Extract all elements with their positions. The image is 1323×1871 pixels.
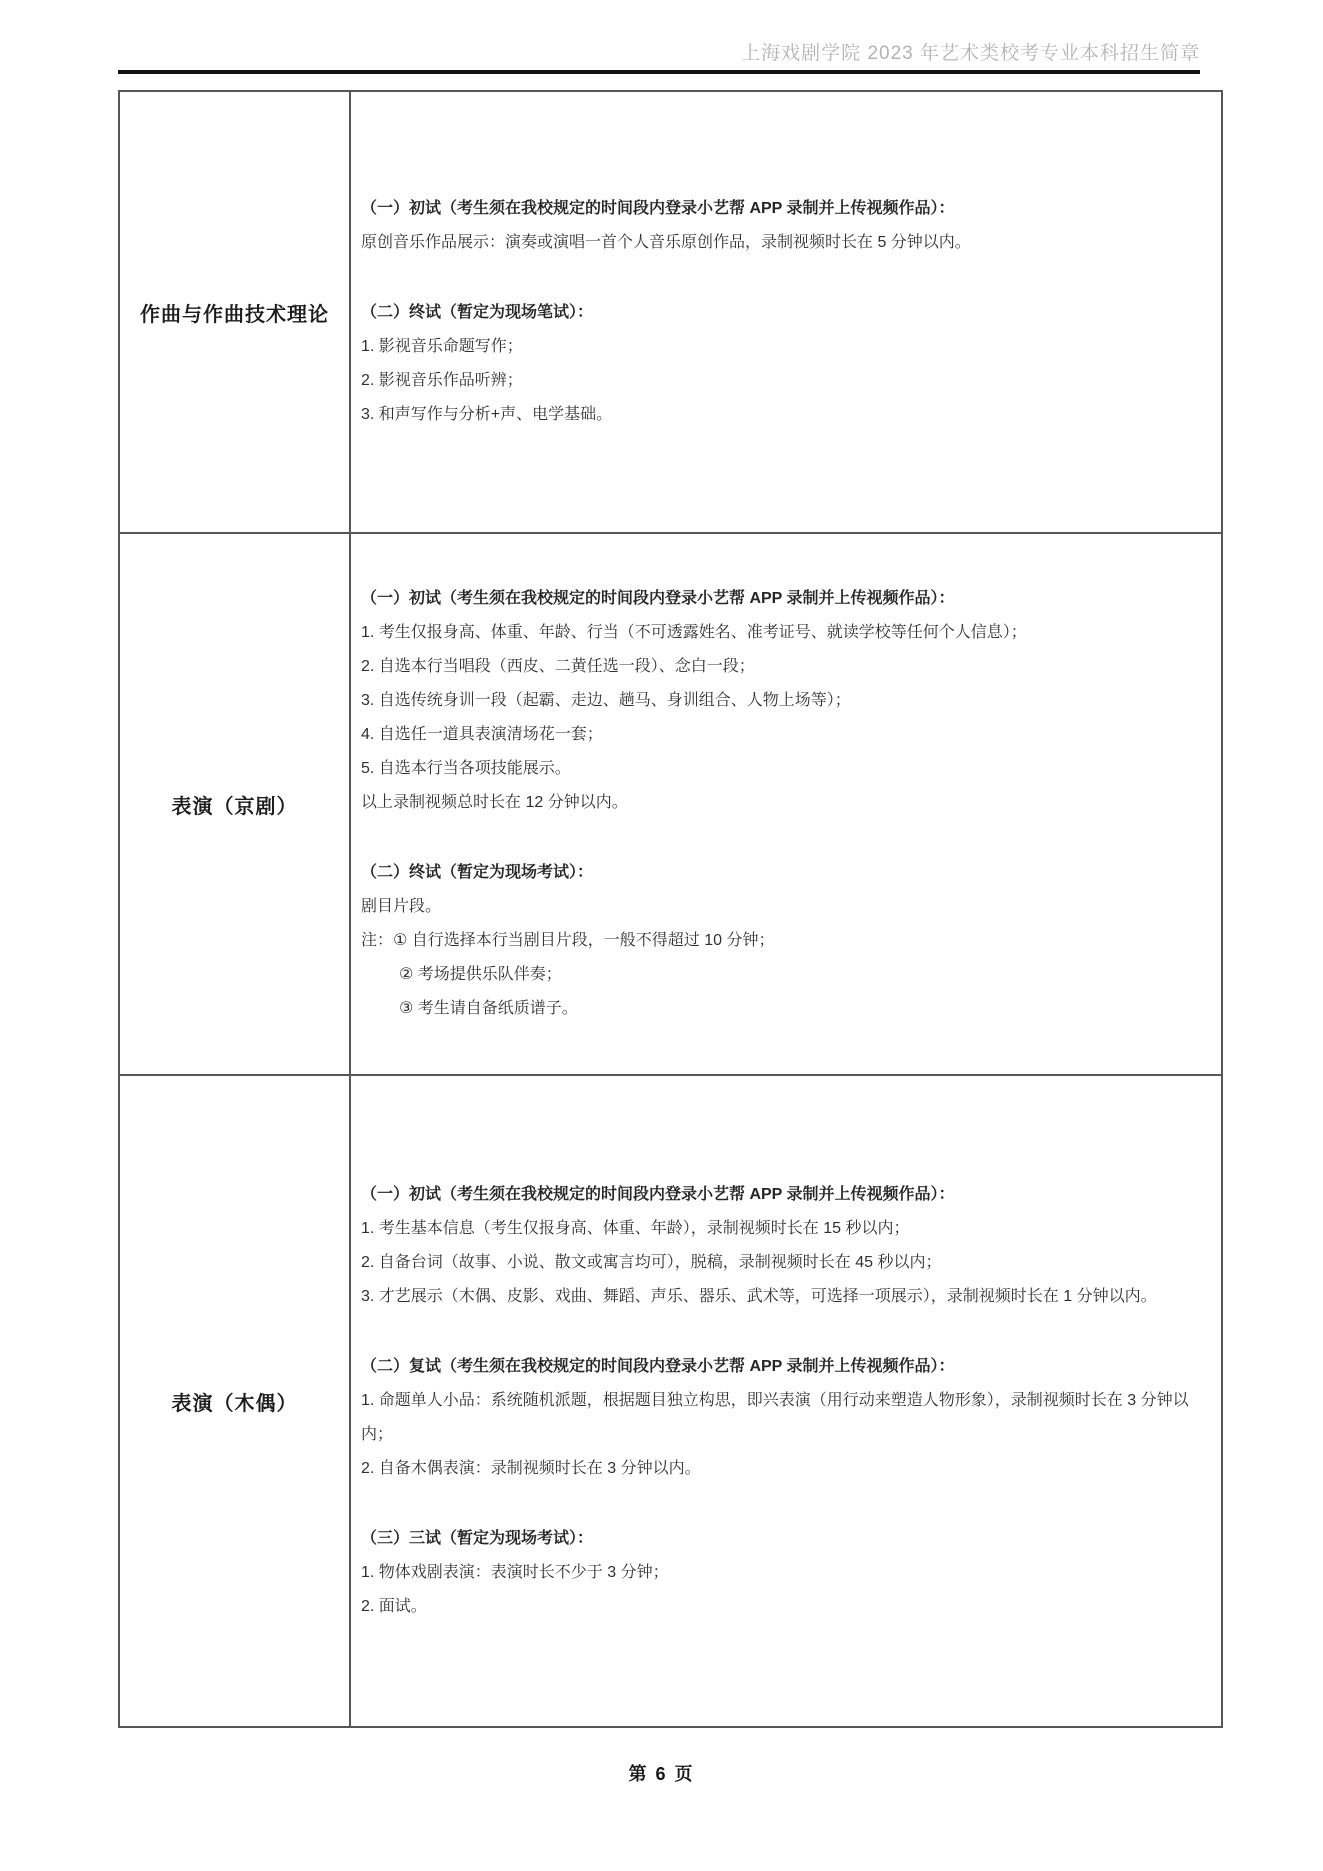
major-cell: 表演（木偶） (119, 1075, 350, 1727)
exam-line: 1. 物体戏剧表演：表演时长不少于 3 分钟； (361, 1564, 669, 1581)
exam-line: 2. 自备木偶表演：录制视频时长在 3 分钟以内。 (361, 1460, 701, 1477)
exam-line: 2. 自备台词（故事、小说、散文或寓言均可），脱稿，录制视频时长在 45 秒以内； (361, 1254, 942, 1271)
document-header-title: 上海戏剧学院 2023 年艺术类校考专业本科招生简章 (741, 43, 1200, 64)
exam-line: 4. 自选任一道具表演清场花一套； (361, 726, 603, 743)
exam-note-line: ③ 考生请自备纸质谱子。 (399, 1000, 578, 1017)
table-row (119, 533, 1222, 1075)
requirements-cell (350, 533, 1222, 1075)
requirements-cell (350, 1075, 1222, 1727)
exam-line: 5. 自选本行当各项技能展示。 (361, 760, 571, 777)
page-number: 第 6 页 (628, 1764, 695, 1784)
exam-line: 3. 自选传统身训一段（起霸、走边、趟马、身训组合、人物上场等）； (361, 692, 851, 709)
exam-line: 1. 命题单人小品：系统随机派题，根据题目独立构思，即兴表演（用行动来塑造人物形象），录制视频时长在 3 分钟以内； (361, 1392, 1189, 1443)
exam-section-line: （一）初试（考生须在我校规定的时间段内登录小艺帮 APP 录制并上传视频作品）： (361, 590, 955, 607)
exam-line: 剧目片段。 (361, 898, 442, 915)
header-rule (118, 70, 1200, 74)
exam-requirements-table (118, 90, 1223, 1728)
exam-section-line: （三）三试（暂定为现场考试）： (361, 1530, 594, 1547)
requirements-cell (350, 91, 1222, 533)
major-cell: 表演（京剧） (119, 533, 350, 1075)
exam-section-line: （二）终试（暂定为现场笔试）： (361, 304, 594, 321)
exam-section-line: （一）初试（考生须在我校规定的时间段内登录小艺帮 APP 录制并上传视频作品）： (361, 200, 955, 217)
table-row (119, 1075, 1222, 1727)
table-row (119, 91, 1222, 533)
exam-line: 原创音乐作品展示：演奏或演唱一首个人音乐原创作品，录制视频时长在 5 分钟以内。 (361, 234, 971, 251)
exam-line: 2. 面试。 (361, 1598, 427, 1615)
exam-line: 3. 才艺展示（木偶、皮影、戏曲、舞蹈、声乐、器乐、武术等，可选择一项展示），录制视频时长在 1 分钟以内。 (361, 1288, 1157, 1305)
exam-line: 1. 影视音乐命题写作； (361, 338, 523, 355)
exam-line: 1. 考生仅报身高、体重、年龄、行当（不可透露姓名、准考证号、就读学校等任何个人信息）； (361, 624, 1027, 641)
exam-note-line: ② 考场提供乐队伴奏； (399, 966, 562, 983)
exam-line: 以上录制视频总时长在 12 分钟以内。 (361, 794, 628, 811)
major-cell: 作曲与作曲技术理论 (119, 91, 350, 533)
exam-line: 2. 影视音乐作品听辨； (361, 372, 523, 389)
exam-line: 注：① 自行选择本行当剧目片段，一般不得超过 10 分钟； (361, 932, 775, 949)
exam-line: 1. 考生基本信息（考生仅报身高、体重、年龄），录制视频时长在 15 秒以内； (361, 1220, 910, 1237)
exam-section-line: （二）复试（考生须在我校规定的时间段内登录小艺帮 APP 录制并上传视频作品）： (361, 1358, 955, 1375)
exam-section-line: （二）终试（暂定为现场考试）： (361, 864, 594, 881)
exam-line: 3. 和声写作与分析+声、电学基础。 (361, 406, 613, 423)
exam-line: 2. 自选本行当唱段（西皮、二黄任选一段）、念白一段； (361, 658, 755, 675)
exam-section-line: （一）初试（考生须在我校规定的时间段内登录小艺帮 APP 录制并上传视频作品）： (361, 1186, 955, 1203)
